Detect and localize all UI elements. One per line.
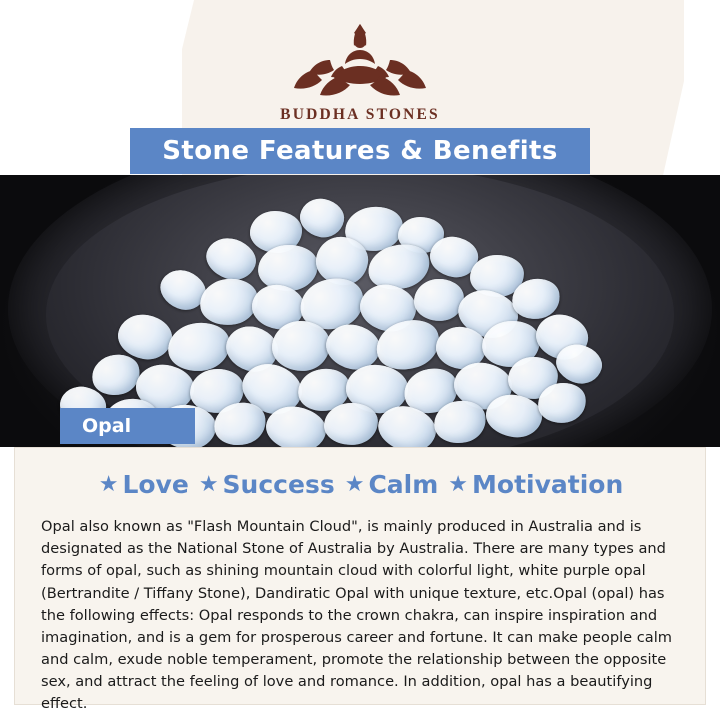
opal-stone-pile (0, 175, 720, 447)
description-panel (14, 447, 706, 713)
star-icon: ★ (344, 471, 365, 497)
benefit-keyword-label: Love (122, 470, 189, 499)
benefit-keyword-success (199, 470, 335, 499)
star-icon: ★ (448, 471, 469, 497)
hero-image (0, 175, 720, 447)
benefit-keyword-label: Calm (368, 470, 439, 499)
brand-name: BUDDHA STONES (280, 106, 440, 123)
benefit-keyword-list (15, 470, 707, 499)
lotus-buddha-logo-icon (280, 16, 440, 102)
benefit-keyword-calm (345, 470, 439, 499)
stone-description-text: Opal also known as "Flash Mountain Cloud", is mainly produced in Australia and is designated as the National Stone of Australia by Australia. There are many types and forms of opal, such as shining mountain cloud with colorful light, white purple opal (Bertrandite / Tiffany Stone), Dandiratic Opal with unique texture, etc.Opal (opal) has the following effects: Opal responds to the crown chakra, can inspire inspiration and imagination, and is a gem for prosperous career and fortune. It can make people calm and calm, exude noble temperament, promote the relationship between the opposite sex, and attract the feeling of love and romance. In addition, opal has a beautifying effect. (41, 518, 673, 713)
benefit-keyword-label: Motivation (472, 470, 624, 499)
star-icon: ★ (98, 471, 119, 497)
stone-name-label: Opal (82, 415, 132, 437)
benefit-keyword-motivation (448, 470, 623, 499)
benefit-keyword-love (99, 470, 189, 499)
section-title-bar (130, 128, 590, 174)
stone-name-badge (60, 408, 195, 444)
star-icon: ★ (198, 471, 219, 497)
page-title: Stone Features & Benefits (162, 136, 558, 166)
benefit-keyword-label: Success (222, 470, 335, 499)
brand-logo (0, 16, 720, 124)
